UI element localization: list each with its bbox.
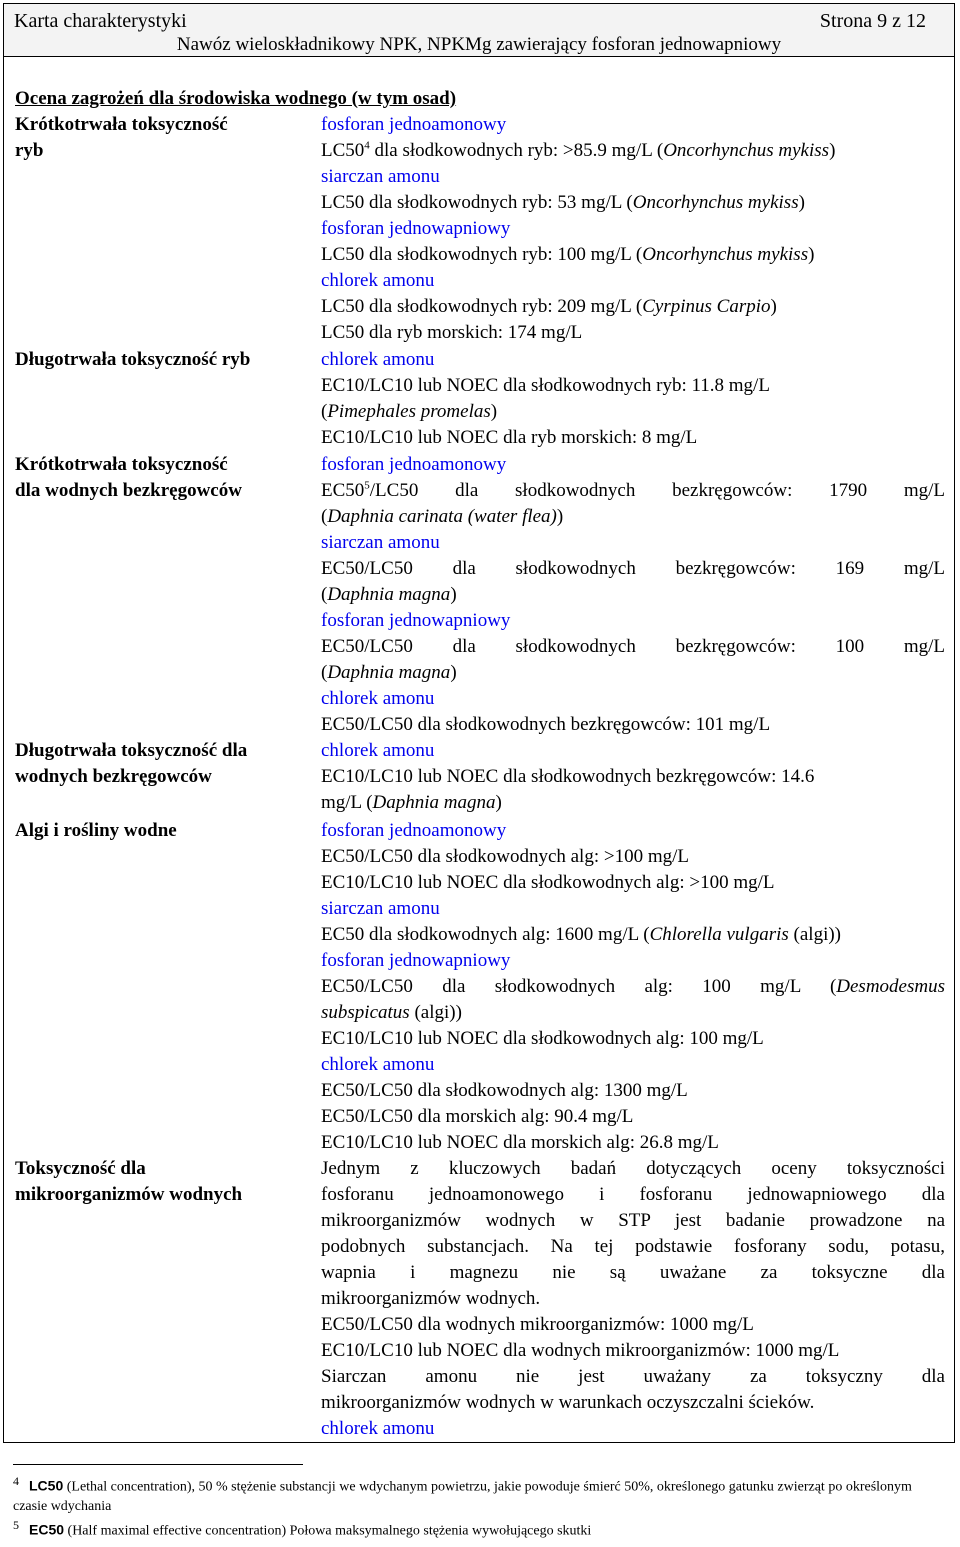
- value-line: LC50 dla słodkowodnych ryb: 100 mg/L (Oncorhynchus mykiss): [321, 244, 815, 265]
- page-number: Strona 9 z 12: [819, 10, 926, 32]
- label-microorganisms: [15, 1156, 305, 1208]
- label-line: Algi i rośliny wodne: [15, 820, 177, 841]
- footnote-4: [13, 1472, 945, 1516]
- values-microorganisms: [321, 1156, 945, 1442]
- value-line: LC50 dla ryb morskich: 174 mg/L: [321, 322, 583, 343]
- label-algae: [15, 818, 305, 844]
- values-fish-chronic: [321, 347, 945, 451]
- value-line: LC50 dla słodkowodnych ryb: 53 mg/L (Oncorhynchus mykiss): [321, 192, 805, 213]
- label-line: dla wodnych bezkręgowców: [15, 480, 242, 501]
- footnote-separator: [13, 1464, 303, 1465]
- paragraph-line: mikroorganizmów wodnych w STP jest badanie prowadzone na: [321, 1210, 945, 1231]
- value-line: (Daphnia magna): [321, 584, 457, 605]
- paragraph-line: podobnych substancjach. Na tej podstawie fosforany sodu, potasu,: [321, 1236, 945, 1257]
- value-line: LC50 dla słodkowodnych ryb: 209 mg/L (Cyrpinus Carpio): [321, 296, 777, 317]
- value-line: EC10/LC10 lub NOEC dla słodkowodnych alg: 100 mg/L: [321, 1028, 764, 1049]
- paragraph-line: Siarczan amonu nie jest uważany za toksyczny dla: [321, 1366, 945, 1387]
- footnote-number: 4: [13, 1474, 19, 1488]
- substance-name[interactable]: chlorek amonu: [321, 688, 435, 709]
- footnote-term: LC50: [29, 1477, 64, 1494]
- value-line: EC50/LC50 dla wodnych mikroorganizmów: 1000 mg/L: [321, 1314, 754, 1335]
- substance-name[interactable]: fosforan jednoamonowy: [321, 114, 507, 135]
- footnote-text: (Lethal concentration), 50 % stężenie substancji we wdychanym powietrzu, jakie powoduje śmierć 50%, określonego gatunku zwierząt po określonym czasie wdychania: [13, 1479, 912, 1514]
- substance-name[interactable]: siarczan amonu: [321, 166, 440, 187]
- value-line: EC50/LC50 dla słodkowodnych alg: 1300 mg/L: [321, 1080, 688, 1101]
- substance-name[interactable]: chlorek amonu: [321, 349, 435, 370]
- value-line: EC10/LC10 lub NOEC dla morskich alg: 26.8 mg/L: [321, 1132, 719, 1153]
- section-title: Ocena zagrożeń dla środowiska wodnego (w tym osad): [15, 88, 457, 109]
- page-header: [3, 3, 955, 57]
- paragraph-line: mikroorganizmów wodnych w warunkach oczyszczalni ścieków.: [321, 1392, 815, 1413]
- value-line: $EC50^5/LC50$ dla słodkowodnych bezkręgowców: 1790 mg/L: [321, 479, 945, 501]
- label-line: Krótkotrwała toksyczność: [15, 114, 228, 135]
- value-line: EC10/LC10 lub NOEC dla słodkowodnych alg: >100 mg/L: [321, 872, 775, 893]
- paragraph-line: mikroorganizmów wodnych.: [321, 1288, 541, 1309]
- label-fish-chronic: [15, 347, 305, 373]
- label-line: ryb: [15, 140, 44, 161]
- value-line: EC50/LC50 dla słodkowodnych bezkręgowców: 169 mg/L: [321, 558, 945, 579]
- substance-name[interactable]: siarczan amonu: [321, 898, 440, 919]
- values-algae: [321, 818, 945, 1156]
- label-invertebrates-chronic: [15, 738, 305, 790]
- substance-name[interactable]: fosforan jednowapniowy: [321, 218, 511, 239]
- product-name: Nawóz wieloskładnikowy NPK, NPKMg zawierający fosforan jednowapniowy: [176, 34, 782, 55]
- value-line: EC10/LC10 lub NOEC dla słodkowodnych ryb: 11.8 mg/L: [321, 375, 770, 396]
- paragraph-line: wapnia i magnezu nie są uważane za toksyczne dla: [321, 1262, 945, 1283]
- value-line: EC50 dla słodkowodnych alg: 1600 mg/L (Chlorella vulgaris (algi)): [321, 924, 842, 945]
- value-line: (Daphnia magna): [321, 662, 457, 683]
- value-line: (Daphnia carinata (water flea)): [321, 506, 564, 527]
- substance-name[interactable]: siarczan amonu: [321, 532, 440, 553]
- substance-name[interactable]: chlorek amonu: [321, 1054, 435, 1075]
- substance-name[interactable]: fosforan jednoamonowy: [321, 454, 507, 475]
- footnote-text: (Half maximal effective concentration) Połowa maksymalnego stężenia wywołującego skutki: [64, 1523, 592, 1539]
- label-line: mikroorganizmów wodnych: [15, 1184, 243, 1205]
- value-line: EC10/LC10 lub NOEC dla wodnych mikroorganizmów: 1000 mg/L: [321, 1340, 840, 1361]
- value-line: EC10/LC10 lub NOEC dla ryb morskich: 8 mg/L: [321, 427, 698, 448]
- paragraph-line: fosforanu jednoamonowego i fosforanu jednowapniowego dla: [321, 1184, 945, 1205]
- value-line: subspicatus (algi)): [321, 1002, 462, 1023]
- label-invertebrates-acute: [15, 452, 305, 504]
- footnote-ref: 4: [364, 139, 370, 152]
- substance-name[interactable]: chlorek amonu: [321, 1418, 435, 1439]
- footnote-term: EC50: [29, 1521, 65, 1538]
- label-line: wodnych bezkręgowców: [15, 766, 212, 787]
- paragraph-line: Jednym z kluczowych badań dotyczących oceny toksyczności: [321, 1158, 945, 1179]
- value-line: EC50/LC50 dla słodkowodnych alg: 100 mg/L (Desmodesmus: [321, 976, 945, 997]
- substance-name[interactable]: chlorek amonu: [321, 740, 435, 761]
- label-line: Toksyczność dla: [15, 1158, 146, 1179]
- value-line: EC50/LC50 dla słodkowodnych bezkręgowców: 101 mg/L: [321, 714, 771, 735]
- footnote-number: 5: [13, 1518, 19, 1532]
- footnote-5: [13, 1516, 945, 1541]
- substance-name[interactable]: fosforan jednowapniowy: [321, 610, 511, 631]
- label-fish-acute: [15, 112, 305, 164]
- document-title: Karta charakterystyki: [14, 10, 187, 32]
- values-fish-acute: [321, 112, 945, 346]
- value-line: EC50/LC50 dla słodkowodnych alg: >100 mg/L: [321, 846, 689, 867]
- content-frame: [3, 57, 955, 1443]
- values-invertebrates-acute: [321, 452, 945, 738]
- value-line: EC50/LC50 dla słodkowodnych bezkręgowców: 100 mg/L: [321, 636, 945, 657]
- value-line: $LC50^4$ dla słodkowodnych ryb: >85.9 mg/L (Oncorhynchus mykiss): [321, 139, 836, 161]
- values-invertebrates-chronic: [321, 738, 945, 816]
- substance-name[interactable]: fosforan jednoamonowy: [321, 820, 507, 841]
- footnote-ref: 5: [364, 479, 370, 492]
- label-line: Krótkotrwała toksyczność: [15, 454, 228, 475]
- value-line: mg/L (Daphnia magna): [321, 792, 502, 813]
- label-line: Długotrwała toksyczność ryb: [15, 349, 251, 370]
- substance-name[interactable]: fosforan jednowapniowy: [321, 950, 511, 971]
- label-line: Długotrwała toksyczność dla: [15, 740, 248, 761]
- substance-name[interactable]: chlorek amonu: [321, 270, 435, 291]
- value-line: EC50/LC50 dla morskich alg: 90.4 mg/L: [321, 1106, 634, 1127]
- value-line: EC10/LC10 lub NOEC dla słodkowodnych bezkręgowców: 14.6: [321, 766, 815, 787]
- value-line: (Pimephales promelas): [321, 401, 498, 422]
